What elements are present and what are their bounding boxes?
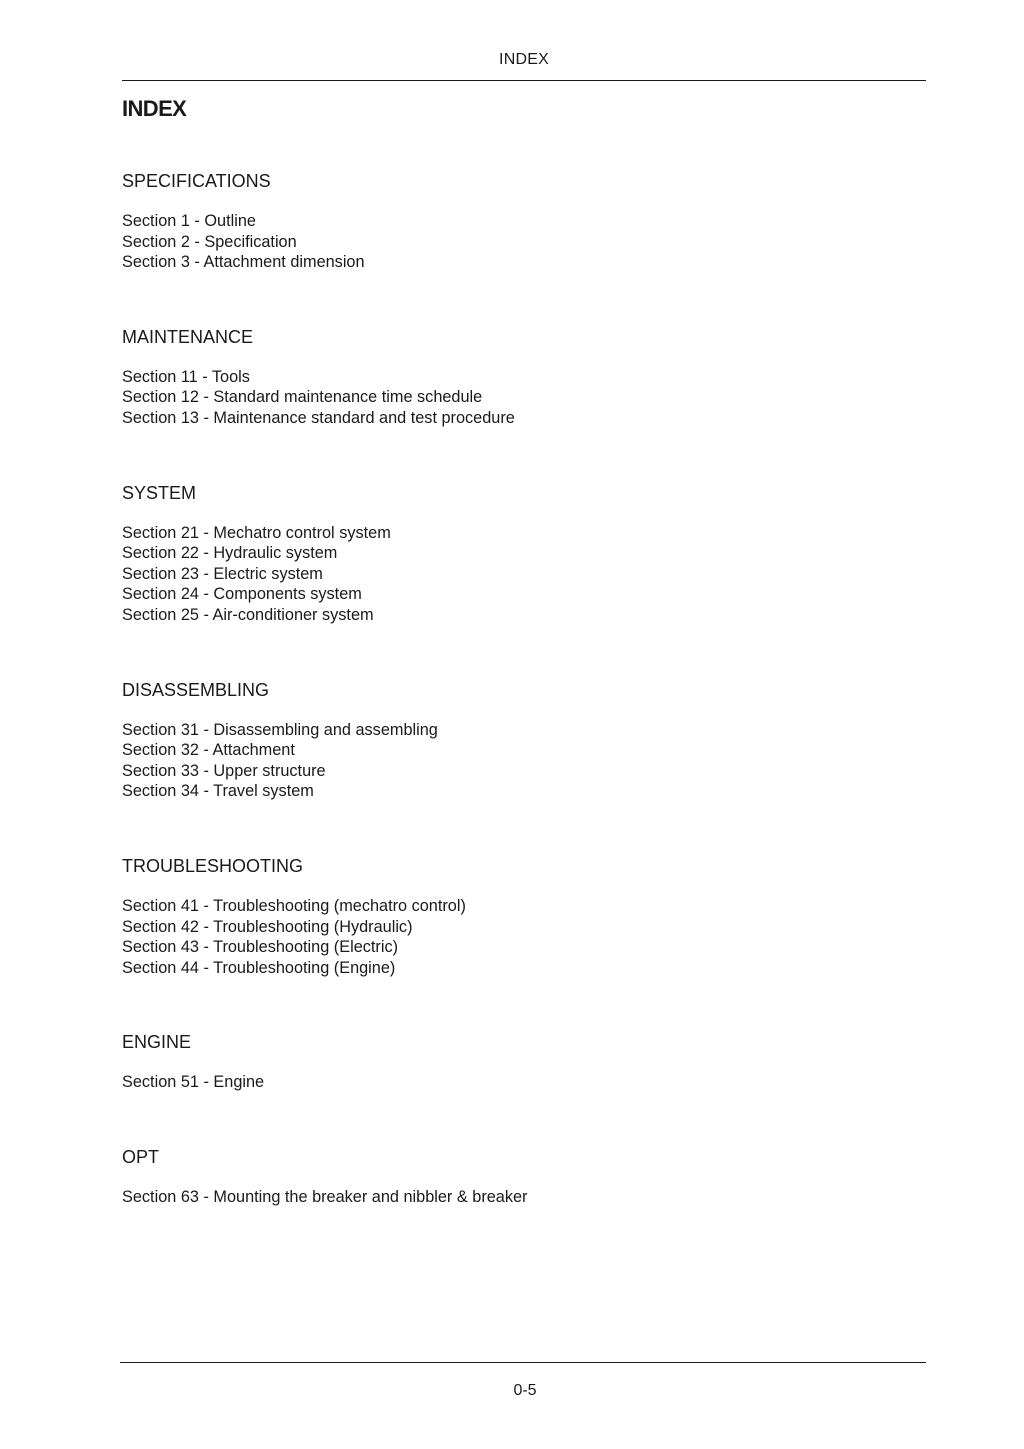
group-system — [122, 482, 902, 626]
index-content — [122, 170, 902, 1260]
index-entry: Section 63 - Mounting the breaker and nibbler & breaker — [122, 1187, 528, 1206]
group-heading: ENGINE — [122, 1032, 192, 1053]
group-items — [122, 367, 902, 429]
index-entry: Section 42 - Troubleshooting (Hydraulic) — [122, 917, 413, 936]
index-entry: Section 24 - Components system — [122, 585, 362, 604]
index-entry: Section 33 - Upper structure — [122, 761, 326, 780]
group-heading: SPECIFICATIONS — [122, 171, 271, 191]
group-items — [122, 896, 902, 978]
index-entry: Section 22 - Hydraulic system — [122, 544, 338, 563]
index-entry: Section 12 - Standard maintenance time schedule — [122, 388, 483, 407]
group-heading: OPT — [122, 1146, 160, 1167]
group-opt — [122, 1146, 902, 1208]
group-maintenance — [122, 326, 902, 429]
index-entry: Section 25 - Air-conditioner system — [122, 605, 374, 624]
index-entry: Section 13 - Maintenance standard and test procedure — [122, 408, 515, 427]
index-entry: Section 21 - Mechatro control system — [122, 523, 391, 542]
index-entry: Section 3 - Attachment dimension — [122, 253, 365, 272]
group-items — [122, 1072, 902, 1093]
group-troubleshooting — [122, 855, 902, 978]
header-rule — [122, 80, 926, 81]
index-entry: Section 11 - Tools — [122, 367, 250, 386]
page-title: INDEX — [122, 96, 187, 121]
index-entry: Section 32 - Attachment — [122, 741, 295, 760]
index-entry: Section 23 - Electric system — [122, 564, 323, 583]
index-entry: Section 51 - Engine — [122, 1073, 265, 1092]
group-heading: TROUBLESHOOTING — [122, 855, 304, 876]
index-entry: Section 2 - Specification — [122, 232, 297, 251]
index-entry: Section 43 - Troubleshooting (Electric) — [122, 938, 399, 957]
group-disassembling — [122, 679, 902, 802]
footer-rule — [120, 1362, 926, 1363]
group-specifications — [122, 170, 902, 273]
running-header: INDEX — [499, 51, 549, 68]
index-entry: Section 44 - Troubleshooting (Engine) — [122, 958, 396, 977]
group-items — [122, 523, 902, 626]
index-entry: Section 34 - Travel system — [122, 782, 314, 801]
group-items — [122, 720, 902, 802]
index-entry: Section 41 - Troubleshooting (mechatro control) — [122, 896, 466, 915]
group-heading: SYSTEM — [122, 482, 197, 503]
group-engine — [122, 1031, 902, 1093]
index-entry: Section 1 - Outline — [122, 212, 256, 230]
index-entry: Section 31 - Disassembling and assembling — [122, 720, 438, 739]
page-number: 0-5 — [513, 1382, 537, 1399]
group-items — [122, 211, 902, 273]
group-heading: DISASSEMBLING — [122, 679, 270, 700]
group-items — [122, 1187, 902, 1208]
group-heading: MAINTENANCE — [122, 326, 254, 347]
